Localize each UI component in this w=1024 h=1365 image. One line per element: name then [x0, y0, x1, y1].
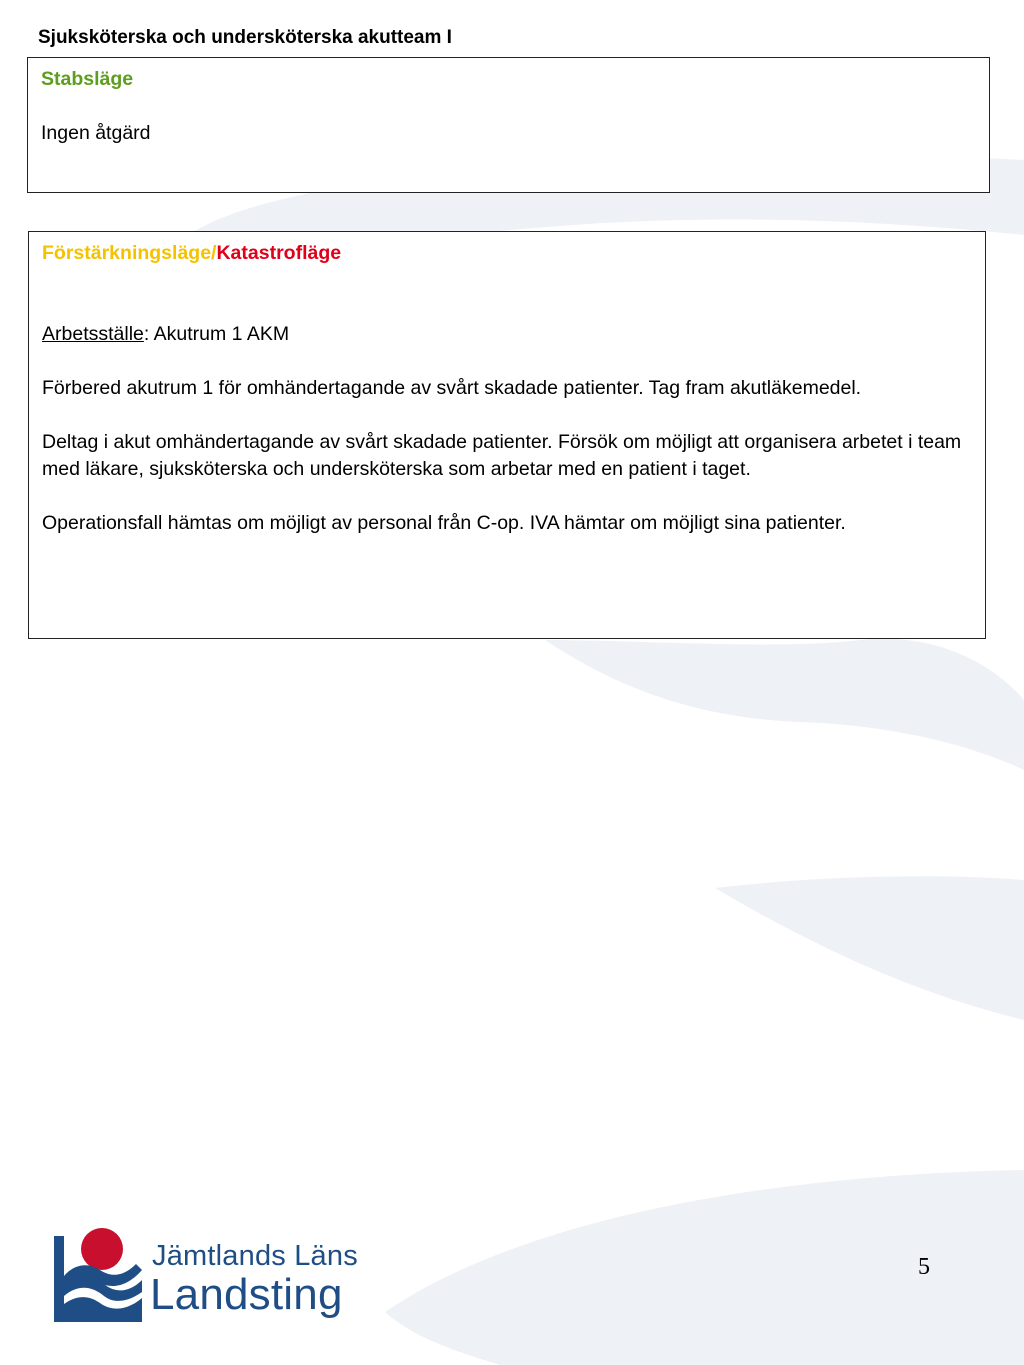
staff-mode-text: Ingen åtgärd	[41, 122, 151, 144]
swoosh-middle	[545, 639, 1024, 770]
page-title: Sjuksköterska och undersköterska akutteam I	[38, 27, 452, 48]
paragraph-operations: Operationsfall hämtas om möjligt av personal från C-op. IVA hämtar om möjligt sina patienter.	[42, 512, 846, 534]
spacer	[42, 402, 972, 429]
reinforcement-heading	[42, 240, 972, 267]
staff-mode-heading: Stabsläge	[41, 68, 134, 90]
page-number: 5	[918, 1254, 930, 1280]
spacer	[42, 483, 972, 510]
staff-mode-box	[27, 57, 990, 193]
paragraph-prepare: Förbered akutrum 1 för omhändertagande av svårt skadade patienter. Tag fram akutläkemedel.	[42, 377, 862, 399]
organization-logo	[52, 1226, 362, 1326]
workplace-line	[42, 321, 972, 348]
paragraph-participate: Deltag i akut omhändertagande av svårt skadade patienter. Försök om möjligt att organisera arbetet i team med läkare, sjuksköterska och undersköterska som arbetar med en patient i taget.	[42, 431, 962, 480]
spacer	[42, 294, 972, 321]
logo-mark-icon	[52, 1226, 142, 1322]
spacer	[42, 267, 972, 294]
workplace-label: Arbetsställe	[42, 323, 144, 345]
disaster-heading-part2: Katastrofläge	[216, 242, 342, 264]
spacer	[41, 93, 976, 120]
reinforcement-mode-box	[28, 231, 986, 639]
workplace-value: : Akutrum 1 AKM	[143, 323, 290, 345]
logo-text-line2: Landsting	[150, 1270, 343, 1319]
spacer	[42, 348, 972, 375]
logo-text-line1: Jämtlands Läns	[152, 1240, 358, 1272]
swoosh-lower	[715, 876, 1024, 1020]
reinforcement-heading-part1: Förstärkningsläge/	[42, 242, 217, 264]
